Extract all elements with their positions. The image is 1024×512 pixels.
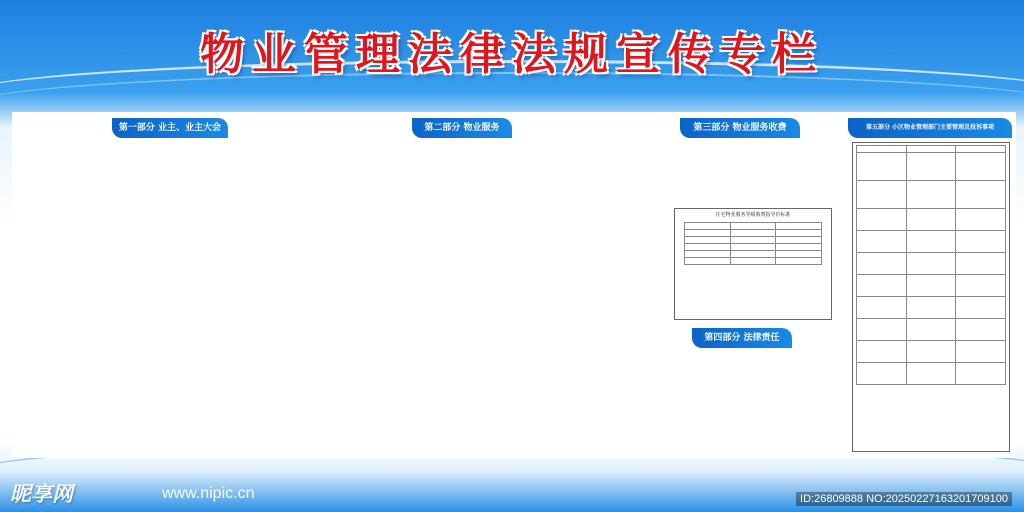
table-row <box>685 258 821 265</box>
table-row <box>857 153 1006 181</box>
fee-table <box>684 222 821 265</box>
table-row <box>685 244 821 251</box>
section-header: 第四部分 法律责任 <box>692 328 792 348</box>
fee-standard-table <box>674 208 832 320</box>
table-row <box>857 275 1006 297</box>
table-row <box>857 209 1006 231</box>
table-row <box>685 230 821 237</box>
section-panel-2 <box>232 112 662 458</box>
body-text-column <box>236 144 374 444</box>
table-row <box>857 181 1006 209</box>
body-text-block <box>666 142 840 202</box>
table-row <box>685 237 821 244</box>
section-header: 第一部分 业主、业主大会 <box>112 118 228 138</box>
watermark-url: www.nipic.cn <box>162 485 255 502</box>
management-table <box>852 142 1010 452</box>
table-title: 住宅物业服务等级收费指导价标准 <box>715 212 791 218</box>
table-row <box>857 363 1006 385</box>
table-row <box>857 231 1006 253</box>
table-row <box>857 146 1006 153</box>
body-text-column <box>16 144 118 444</box>
table-row <box>857 341 1006 363</box>
section-header: 第五部分 小区物业管理部门主要管理及投诉事项 <box>848 118 1012 138</box>
body-text-column <box>520 144 658 444</box>
table-row <box>857 297 1006 319</box>
section-panel-1 <box>12 112 232 458</box>
body-text-column <box>122 144 228 444</box>
table-row <box>857 253 1006 275</box>
page-title: 物业管理法律法规宣传专栏 <box>200 29 824 80</box>
section-header: 第三部分 物业服务收费 <box>680 118 800 138</box>
management-grid <box>856 145 1006 385</box>
body-text-block <box>666 352 840 452</box>
section-panel-4 <box>844 112 1016 458</box>
table-row <box>685 223 821 230</box>
watermark-logo: 昵享网 <box>10 482 73 506</box>
section-panel-3 <box>662 112 844 458</box>
table-row <box>685 251 821 258</box>
body-text-column <box>378 144 516 444</box>
table-row <box>857 319 1006 341</box>
watermark-id: ID:26809888 NO:20250227163201709100 <box>796 492 1012 506</box>
section-header: 第二部分 物业服务 <box>412 118 512 138</box>
